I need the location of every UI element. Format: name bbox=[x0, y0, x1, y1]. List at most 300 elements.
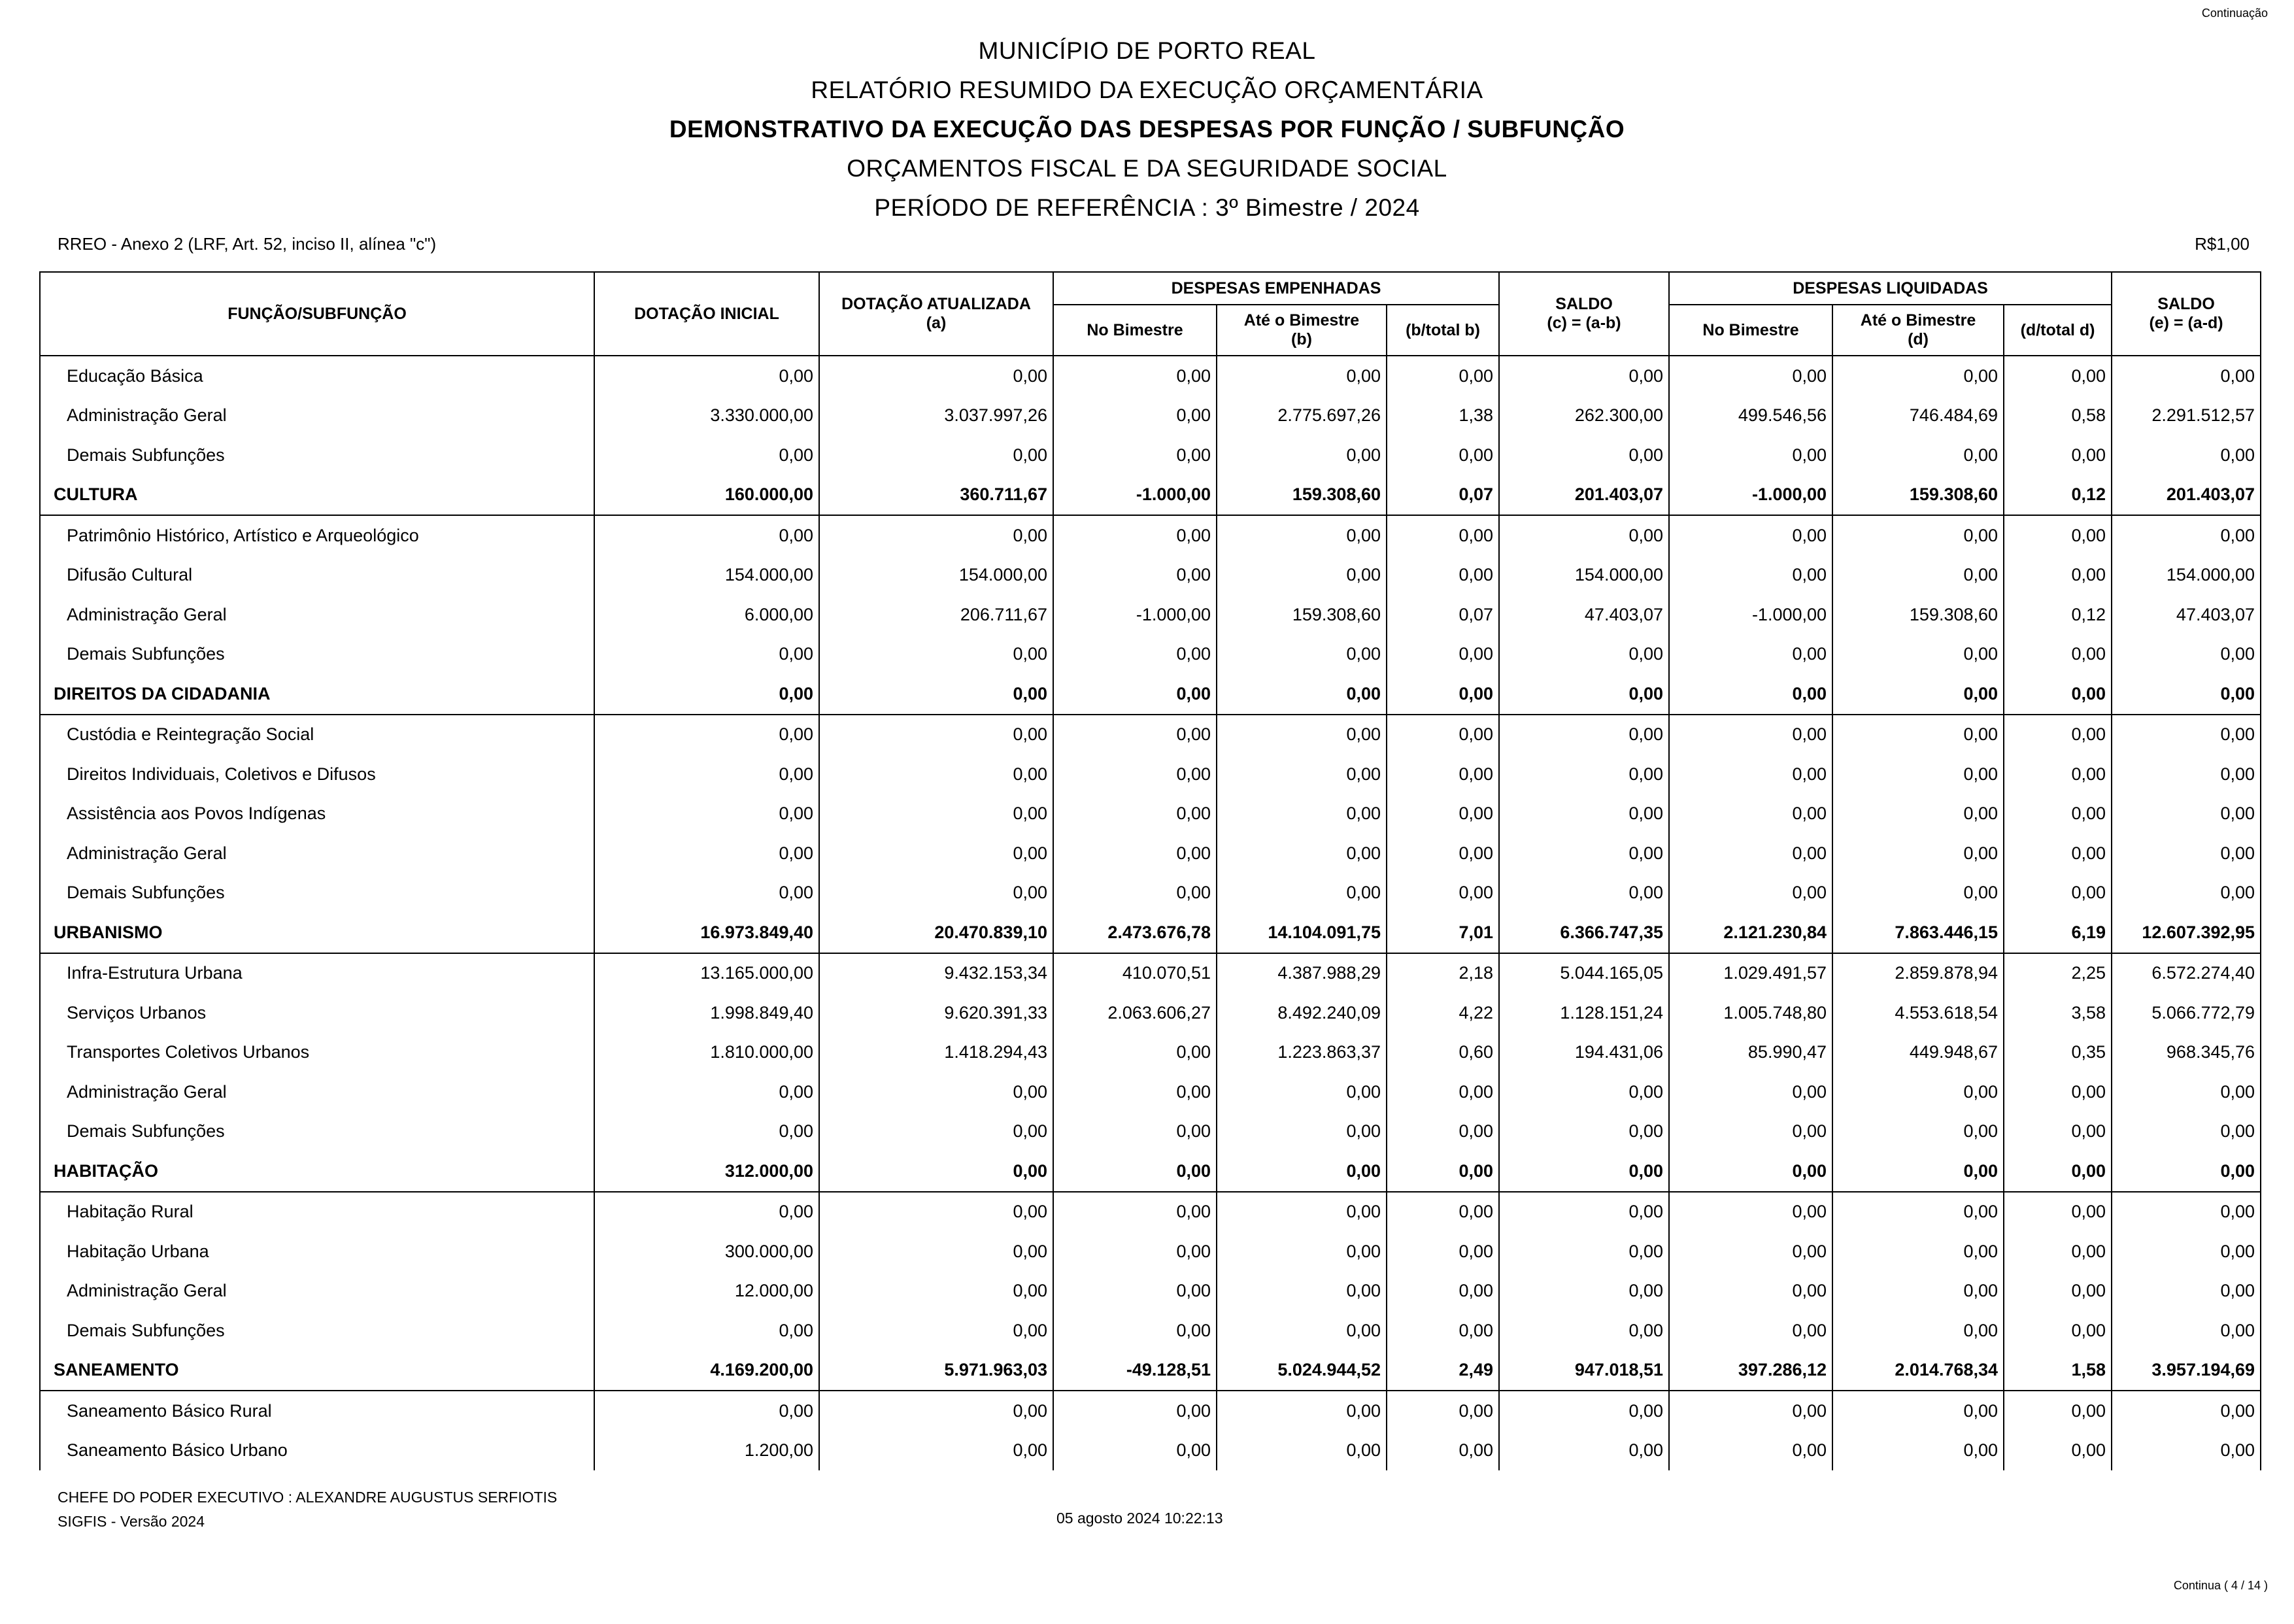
value-cell: 0,00 bbox=[1387, 1072, 1499, 1112]
subfunction-row bbox=[40, 556, 2261, 596]
value-cell: 0,00 bbox=[1387, 1192, 1499, 1232]
value-cell: 0,00 bbox=[1499, 873, 1669, 913]
value-cell: 0,00 bbox=[2112, 356, 2261, 396]
value-cell: 968.345,76 bbox=[2112, 1033, 2261, 1073]
value-cell: 0,00 bbox=[1053, 1272, 1217, 1311]
value-cell: 0,00 bbox=[2112, 1151, 2261, 1192]
function-row bbox=[40, 1151, 2261, 1192]
value-cell: 0,00 bbox=[1053, 1391, 1217, 1431]
value-cell: 0,00 bbox=[2004, 1232, 2112, 1272]
value-cell: 0,00 bbox=[819, 1311, 1053, 1351]
value-cell: 0,00 bbox=[1053, 834, 1217, 873]
value-cell: 1.810.000,00 bbox=[594, 1033, 819, 1073]
value-cell: 0,00 bbox=[594, 1112, 819, 1152]
value-cell: 0,00 bbox=[1499, 515, 1669, 556]
value-cell: 0,00 bbox=[1499, 1232, 1669, 1272]
value-cell: 0,00 bbox=[1053, 1311, 1217, 1351]
header-dotacao-atualizada-sub: (a) bbox=[926, 314, 947, 332]
value-cell: 0,00 bbox=[2112, 674, 2261, 715]
value-cell: 0,00 bbox=[1832, 1232, 2004, 1272]
subfunction-row bbox=[40, 1272, 2261, 1311]
value-cell: 0,00 bbox=[594, 635, 819, 675]
value-cell: 0,00 bbox=[1217, 1272, 1387, 1311]
value-cell: 47.403,07 bbox=[1499, 595, 1669, 635]
value-cell: 0,00 bbox=[594, 356, 819, 396]
row-label: Saneamento Básico Rural bbox=[40, 1391, 594, 1431]
value-cell: 0,00 bbox=[1217, 715, 1387, 755]
value-cell: 0,00 bbox=[1669, 1431, 1832, 1471]
value-cell: 2.859.878,94 bbox=[1832, 953, 2004, 994]
value-cell: 5.024.944,52 bbox=[1217, 1351, 1387, 1391]
value-cell: 0,00 bbox=[819, 435, 1053, 475]
value-cell: 0,00 bbox=[1387, 715, 1499, 755]
value-cell: 0,00 bbox=[1499, 834, 1669, 873]
value-cell: 4.553.618,54 bbox=[1832, 993, 2004, 1033]
value-cell: 0,00 bbox=[1053, 515, 1217, 556]
row-label: Habitação Urbana bbox=[40, 1232, 594, 1272]
value-cell: 0,00 bbox=[1669, 1072, 1832, 1112]
value-cell: 0,00 bbox=[1053, 396, 1217, 436]
municipality-title: MUNICÍPIO DE PORTO REAL bbox=[978, 37, 1316, 64]
value-cell: 0,00 bbox=[819, 1232, 1053, 1272]
value-cell: 12.607.392,95 bbox=[2112, 913, 2261, 953]
value-cell: 0,00 bbox=[1387, 1151, 1499, 1192]
row-label: Administração Geral bbox=[40, 595, 594, 635]
value-cell: 0,00 bbox=[2112, 1391, 2261, 1431]
subfunction-row bbox=[40, 1112, 2261, 1152]
period-title: PERÍODO DE REFERÊNCIA : 3º Bimestre / 2024 bbox=[874, 194, 1420, 221]
value-cell: 312.000,00 bbox=[594, 1151, 819, 1192]
value-cell: 0,00 bbox=[1053, 435, 1217, 475]
row-label: Difusão Cultural bbox=[40, 556, 594, 596]
value-cell: 12.000,00 bbox=[594, 1272, 819, 1311]
header-saldo-c-label: SALDO bbox=[1555, 295, 1613, 313]
value-cell: 0,07 bbox=[1387, 595, 1499, 635]
value-cell: 0,00 bbox=[1387, 1272, 1499, 1311]
value-cell: 0,00 bbox=[2004, 356, 2112, 396]
value-cell: 0,00 bbox=[2112, 1232, 2261, 1272]
value-cell: 0,00 bbox=[1217, 794, 1387, 834]
value-cell: 0,00 bbox=[1832, 794, 2004, 834]
value-cell: 6.000,00 bbox=[594, 595, 819, 635]
value-cell: 2,18 bbox=[1387, 953, 1499, 994]
row-label: Transportes Coletivos Urbanos bbox=[40, 1033, 594, 1073]
row-label: Administração Geral bbox=[40, 1272, 594, 1311]
row-label: Demais Subfunções bbox=[40, 1112, 594, 1152]
budget-title: ORÇAMENTOS FISCAL E DA SEGURIDADE SOCIAL bbox=[847, 155, 1447, 182]
value-cell: 0,00 bbox=[819, 674, 1053, 715]
value-cell: 1,38 bbox=[1387, 396, 1499, 436]
row-label: HABITAÇÃO bbox=[40, 1151, 594, 1192]
value-cell: 1.029.491,57 bbox=[1669, 953, 1832, 994]
value-cell: 85.990,47 bbox=[1669, 1033, 1832, 1073]
value-cell: 0,00 bbox=[1499, 1072, 1669, 1112]
value-cell: 0,00 bbox=[1387, 794, 1499, 834]
value-cell: 0,00 bbox=[1832, 1391, 2004, 1431]
report-title: RELATÓRIO RESUMIDO DA EXECUÇÃO ORÇAMENTÁRIA bbox=[811, 76, 1483, 103]
value-cell: 0,00 bbox=[594, 754, 819, 794]
subfunction-row bbox=[40, 1311, 2261, 1351]
row-label: Habitação Rural bbox=[40, 1192, 594, 1232]
value-cell: 0,00 bbox=[1832, 1112, 2004, 1152]
row-label: Administração Geral bbox=[40, 1072, 594, 1112]
value-cell: 0,00 bbox=[1499, 794, 1669, 834]
value-cell: 3.330.000,00 bbox=[594, 396, 819, 436]
value-cell: 0,00 bbox=[594, 1311, 819, 1351]
value-cell: 6,19 bbox=[2004, 913, 2112, 953]
value-cell: 0,00 bbox=[819, 1151, 1053, 1192]
value-cell: 0,00 bbox=[1387, 356, 1499, 396]
value-cell: 6.572.274,40 bbox=[2112, 953, 2261, 994]
value-cell: 0,00 bbox=[2112, 715, 2261, 755]
value-cell: 0,00 bbox=[1832, 1072, 2004, 1112]
report-titles bbox=[0, 31, 2294, 228]
value-cell: -1.000,00 bbox=[1669, 595, 1832, 635]
value-cell: 300.000,00 bbox=[594, 1232, 819, 1272]
value-cell: 0,00 bbox=[1053, 356, 1217, 396]
value-cell: 0,00 bbox=[594, 515, 819, 556]
value-cell: 0,00 bbox=[594, 794, 819, 834]
value-cell: 14.104.091,75 bbox=[1217, 913, 1387, 953]
value-cell: 0,00 bbox=[1499, 1431, 1669, 1471]
row-label: CULTURA bbox=[40, 475, 594, 516]
row-label: Infra-Estrutura Urbana bbox=[40, 953, 594, 994]
value-cell: 0,00 bbox=[2004, 674, 2112, 715]
value-cell: 9.432.153,34 bbox=[819, 953, 1053, 994]
value-cell: 8.492.240,09 bbox=[1217, 993, 1387, 1033]
value-cell: 0,00 bbox=[1053, 1431, 1217, 1471]
value-cell: 1.418.294,43 bbox=[819, 1033, 1053, 1073]
value-cell: 0,00 bbox=[1053, 1192, 1217, 1232]
subfunction-row bbox=[40, 953, 2261, 994]
value-cell: 47.403,07 bbox=[2112, 595, 2261, 635]
currency-unit: R$1,00 bbox=[2195, 234, 2250, 254]
value-cell: 0,00 bbox=[1499, 1272, 1669, 1311]
value-cell: 0,00 bbox=[1669, 1112, 1832, 1152]
function-row bbox=[40, 475, 2261, 516]
value-cell: 0,00 bbox=[1053, 635, 1217, 675]
value-cell: 0,00 bbox=[1217, 1112, 1387, 1152]
subfunction-row bbox=[40, 794, 2261, 834]
value-cell: 0,00 bbox=[1387, 1112, 1499, 1152]
value-cell: 1.223.863,37 bbox=[1217, 1033, 1387, 1073]
value-cell: 0,00 bbox=[1669, 515, 1832, 556]
value-cell: 0,12 bbox=[2004, 595, 2112, 635]
value-cell: 0,00 bbox=[1217, 1232, 1387, 1272]
value-cell: -1.000,00 bbox=[1053, 595, 1217, 635]
value-cell: 0,00 bbox=[1669, 1391, 1832, 1431]
value-cell: 5.971.963,03 bbox=[819, 1351, 1053, 1391]
subfunction-row bbox=[40, 356, 2261, 396]
header-empenhadas: DESPESAS EMPENHADAS bbox=[1053, 272, 1499, 305]
value-cell: 0,00 bbox=[1053, 1151, 1217, 1192]
value-cell: 0,00 bbox=[2112, 1311, 2261, 1351]
value-cell: 206.711,67 bbox=[819, 595, 1053, 635]
value-cell: 0,00 bbox=[1832, 873, 2004, 913]
value-cell: 0,00 bbox=[1669, 1232, 1832, 1272]
value-cell: 0,00 bbox=[2004, 794, 2112, 834]
value-cell: 0,00 bbox=[1387, 674, 1499, 715]
value-cell: 0,00 bbox=[1832, 674, 2004, 715]
footer-left bbox=[58, 1485, 557, 1534]
function-row bbox=[40, 1351, 2261, 1391]
value-cell: 0,00 bbox=[1387, 515, 1499, 556]
value-cell: 0,00 bbox=[1669, 435, 1832, 475]
value-cell: 0,00 bbox=[1499, 754, 1669, 794]
value-cell: 5.044.165,05 bbox=[1499, 953, 1669, 994]
value-cell: 0,00 bbox=[1669, 356, 1832, 396]
value-cell: 0,00 bbox=[2004, 515, 2112, 556]
value-cell: 0,00 bbox=[1217, 1311, 1387, 1351]
generated-timestamp: 05 agosto 2024 10:22:13 bbox=[1056, 1510, 1223, 1527]
subfunction-row bbox=[40, 635, 2261, 675]
value-cell: 159.308,60 bbox=[1832, 475, 2004, 516]
row-label: Direitos Individuais, Coletivos e Difusos bbox=[40, 754, 594, 794]
value-cell: 16.973.849,40 bbox=[594, 913, 819, 953]
value-cell: 0,00 bbox=[2004, 1072, 2112, 1112]
row-label: SANEAMENTO bbox=[40, 1351, 594, 1391]
value-cell: 397.286,12 bbox=[1669, 1351, 1832, 1391]
value-cell: 154.000,00 bbox=[1499, 556, 1669, 596]
value-cell: 2,25 bbox=[2004, 953, 2112, 994]
value-cell: 159.308,60 bbox=[1832, 595, 2004, 635]
row-label: Custódia e Reintegração Social bbox=[40, 715, 594, 755]
value-cell: 0,00 bbox=[1669, 1192, 1832, 1232]
header-no-bimestre-liquidadas: No Bimestre bbox=[1669, 305, 1832, 356]
value-cell: 0,00 bbox=[1669, 674, 1832, 715]
value-cell: 0,00 bbox=[2112, 873, 2261, 913]
value-cell: 499.546,56 bbox=[1669, 396, 1832, 436]
value-cell: 0,00 bbox=[1832, 356, 2004, 396]
value-cell: 0,00 bbox=[1669, 794, 1832, 834]
value-cell: 410.070,51 bbox=[1053, 953, 1217, 994]
value-cell: 0,00 bbox=[819, 794, 1053, 834]
subfunction-row bbox=[40, 515, 2261, 556]
value-cell: 2.063.606,27 bbox=[1053, 993, 1217, 1033]
value-cell: 2.775.697,26 bbox=[1217, 396, 1387, 436]
value-cell: 0,00 bbox=[819, 754, 1053, 794]
value-cell: 0,00 bbox=[1387, 635, 1499, 675]
header-no-bimestre: No Bimestre bbox=[1053, 305, 1217, 356]
value-cell: 160.000,00 bbox=[594, 475, 819, 516]
subfunction-row bbox=[40, 435, 2261, 475]
value-cell: 0,00 bbox=[2004, 556, 2112, 596]
value-cell: 5.066.772,79 bbox=[2112, 993, 2261, 1033]
value-cell: 0,00 bbox=[2112, 1272, 2261, 1311]
value-cell: 0,00 bbox=[1669, 1311, 1832, 1351]
value-cell: 201.403,07 bbox=[1499, 475, 1669, 516]
value-cell: 0,00 bbox=[1387, 556, 1499, 596]
value-cell: 9.620.391,33 bbox=[819, 993, 1053, 1033]
value-cell: 0,00 bbox=[1832, 1272, 2004, 1311]
value-cell: 2.121.230,84 bbox=[1669, 913, 1832, 953]
value-cell: 0,00 bbox=[1217, 1391, 1387, 1431]
header-dotacao-atualizada-label: DOTAÇÃO ATUALIZADA bbox=[841, 295, 1031, 313]
value-cell: 0,00 bbox=[2004, 1272, 2112, 1311]
value-cell: 0,00 bbox=[1499, 1151, 1669, 1192]
subfunction-row bbox=[40, 1033, 2261, 1073]
value-cell: 0,00 bbox=[594, 715, 819, 755]
value-cell: 0,00 bbox=[594, 435, 819, 475]
value-cell: 0,00 bbox=[1217, 515, 1387, 556]
header-saldo-e bbox=[2112, 272, 2261, 356]
value-cell: 0,00 bbox=[1499, 1391, 1669, 1431]
system-version: SIGFIS - Versão 2024 bbox=[58, 1513, 205, 1530]
value-cell: 0,00 bbox=[1499, 1112, 1669, 1152]
value-cell: 0,00 bbox=[1387, 435, 1499, 475]
value-cell: 0,00 bbox=[1499, 435, 1669, 475]
header-funcao: FUNÇÃO/SUBFUNÇÃO bbox=[40, 272, 594, 356]
row-label: Administração Geral bbox=[40, 834, 594, 873]
value-cell: 1.200,00 bbox=[594, 1431, 819, 1471]
header-dotacao-inicial: DOTAÇÃO INICIAL bbox=[594, 272, 819, 356]
value-cell: 0,00 bbox=[819, 1272, 1053, 1311]
value-cell: 0,00 bbox=[1217, 556, 1387, 596]
subfunction-row bbox=[40, 1431, 2261, 1471]
row-label: URBANISMO bbox=[40, 913, 594, 953]
value-cell: -1.000,00 bbox=[1669, 475, 1832, 516]
value-cell: 0,00 bbox=[2112, 435, 2261, 475]
value-cell: 0,00 bbox=[2004, 1431, 2112, 1471]
value-cell: 0,00 bbox=[1669, 834, 1832, 873]
value-cell: 13.165.000,00 bbox=[594, 953, 819, 994]
value-cell: 0,00 bbox=[1217, 873, 1387, 913]
value-cell: 360.711,67 bbox=[819, 475, 1053, 516]
value-cell: 0,00 bbox=[1832, 1151, 2004, 1192]
value-cell: 0,00 bbox=[819, 1431, 1053, 1471]
subfunction-row bbox=[40, 396, 2261, 436]
value-cell: 0,00 bbox=[1053, 754, 1217, 794]
value-cell: 0,00 bbox=[2004, 754, 2112, 794]
header-ate-bimestre-sub: (b) bbox=[1291, 330, 1312, 348]
header-liquidadas: DESPESAS LIQUIDADAS bbox=[1669, 272, 2112, 305]
subfunction-row bbox=[40, 1192, 2261, 1232]
header-saldo-e-sub: (e) = (a-d) bbox=[2149, 314, 2223, 332]
value-cell: 0,00 bbox=[2112, 635, 2261, 675]
value-cell: 0,00 bbox=[1832, 1431, 2004, 1471]
table-body bbox=[40, 356, 2261, 1470]
value-cell: 0,00 bbox=[1499, 1311, 1669, 1351]
value-cell: 154.000,00 bbox=[2112, 556, 2261, 596]
value-cell: 0,58 bbox=[2004, 396, 2112, 436]
value-cell: 7.863.446,15 bbox=[1832, 913, 2004, 953]
value-cell: 0,00 bbox=[2004, 635, 2112, 675]
value-cell: 4.387.988,29 bbox=[1217, 953, 1387, 994]
value-cell: 0,00 bbox=[1832, 715, 2004, 755]
value-cell: 0,00 bbox=[2004, 435, 2112, 475]
value-cell: 0,00 bbox=[2004, 834, 2112, 873]
value-cell: 4.169.200,00 bbox=[594, 1351, 819, 1391]
header-d-total: (d/total d) bbox=[2004, 305, 2112, 356]
value-cell: 0,00 bbox=[1499, 635, 1669, 675]
table-header bbox=[40, 272, 2261, 356]
value-cell: 154.000,00 bbox=[594, 556, 819, 596]
value-cell: 194.431,06 bbox=[1499, 1033, 1669, 1073]
subfunction-row bbox=[40, 834, 2261, 873]
executive-chief: CHEFE DO PODER EXECUTIVO : ALEXANDRE AUGUSTUS SERFIOTIS bbox=[58, 1489, 558, 1506]
value-cell: 0,00 bbox=[2112, 794, 2261, 834]
header-ate-bimestre bbox=[1217, 305, 1387, 356]
header-ate-bimestre-label: Até o Bimestre bbox=[1243, 311, 1360, 330]
value-cell: 1.998.849,40 bbox=[594, 993, 819, 1033]
value-cell: 0,00 bbox=[594, 1391, 819, 1431]
header-saldo-c bbox=[1499, 272, 1669, 356]
value-cell: 0,00 bbox=[1217, 1072, 1387, 1112]
value-cell: 0,00 bbox=[1387, 1391, 1499, 1431]
value-cell: 0,00 bbox=[1217, 834, 1387, 873]
row-label: Demais Subfunções bbox=[40, 635, 594, 675]
value-cell: 0,00 bbox=[1832, 1192, 2004, 1232]
value-cell: 0,00 bbox=[1217, 1431, 1387, 1471]
value-cell: 0,12 bbox=[2004, 475, 2112, 516]
value-cell: 0,00 bbox=[1669, 635, 1832, 675]
value-cell: 0,00 bbox=[2004, 1192, 2112, 1232]
header-ate-bimestre-liquidadas-label: Até o Bimestre bbox=[1860, 311, 1976, 330]
value-cell: 0,00 bbox=[819, 356, 1053, 396]
header-saldo-c-sub: (c) = (a-b) bbox=[1547, 314, 1621, 332]
row-label: Demais Subfunções bbox=[40, 873, 594, 913]
value-cell: 0,00 bbox=[819, 635, 1053, 675]
value-cell: 0,00 bbox=[1387, 1431, 1499, 1471]
value-cell: 262.300,00 bbox=[1499, 396, 1669, 436]
value-cell: 0,00 bbox=[2004, 1151, 2112, 1192]
value-cell: 0,00 bbox=[1387, 754, 1499, 794]
row-label: Demais Subfunções bbox=[40, 435, 594, 475]
value-cell: 0,00 bbox=[1053, 794, 1217, 834]
value-cell: 0,00 bbox=[1053, 1112, 1217, 1152]
value-cell: 0,07 bbox=[1387, 475, 1499, 516]
value-cell: 0,00 bbox=[1387, 834, 1499, 873]
value-cell: 0,00 bbox=[819, 873, 1053, 913]
value-cell: 0,00 bbox=[2004, 715, 2112, 755]
subfunction-row bbox=[40, 1391, 2261, 1431]
value-cell: 201.403,07 bbox=[2112, 475, 2261, 516]
value-cell: 6.366.747,35 bbox=[1499, 913, 1669, 953]
subfunction-row bbox=[40, 754, 2261, 794]
value-cell: 0,00 bbox=[819, 1072, 1053, 1112]
value-cell: 0,00 bbox=[1499, 1192, 1669, 1232]
value-cell: 0,00 bbox=[819, 715, 1053, 755]
value-cell: 7,01 bbox=[1387, 913, 1499, 953]
value-cell: 1.005.748,80 bbox=[1669, 993, 1832, 1033]
header-ate-bimestre-liquidadas bbox=[1832, 305, 2004, 356]
value-cell: 0,00 bbox=[1217, 1192, 1387, 1232]
value-cell: 4,22 bbox=[1387, 993, 1499, 1033]
subfunction-row bbox=[40, 715, 2261, 755]
continuation-label: Continuação bbox=[2201, 7, 2268, 20]
value-cell: 0,00 bbox=[1053, 1033, 1217, 1073]
value-cell: 0,00 bbox=[594, 873, 819, 913]
value-cell: 3.037.997,26 bbox=[819, 396, 1053, 436]
value-cell: 2.473.676,78 bbox=[1053, 913, 1217, 953]
value-cell: 0,00 bbox=[1217, 635, 1387, 675]
value-cell: -1.000,00 bbox=[1053, 475, 1217, 516]
value-cell: 0,00 bbox=[819, 1112, 1053, 1152]
header-dotacao-atualizada bbox=[819, 272, 1053, 356]
value-cell: 0,00 bbox=[1053, 1072, 1217, 1112]
value-cell: 2,49 bbox=[1387, 1351, 1499, 1391]
value-cell: 0,00 bbox=[1669, 556, 1832, 596]
value-cell: 0,00 bbox=[1832, 515, 2004, 556]
value-cell: 2.014.768,34 bbox=[1832, 1351, 2004, 1391]
statement-title: DEMONSTRATIVO DA EXECUÇÃO DAS DESPESAS POR FUNÇÃO / SUBFUNÇÃO bbox=[669, 116, 1625, 143]
value-cell: 2.291.512,57 bbox=[2112, 396, 2261, 436]
value-cell: 0,00 bbox=[1053, 1232, 1217, 1272]
value-cell: 0,00 bbox=[2112, 515, 2261, 556]
subfunction-row bbox=[40, 873, 2261, 913]
value-cell: 0,00 bbox=[819, 515, 1053, 556]
header-saldo-e-label: SALDO bbox=[2157, 295, 2215, 313]
